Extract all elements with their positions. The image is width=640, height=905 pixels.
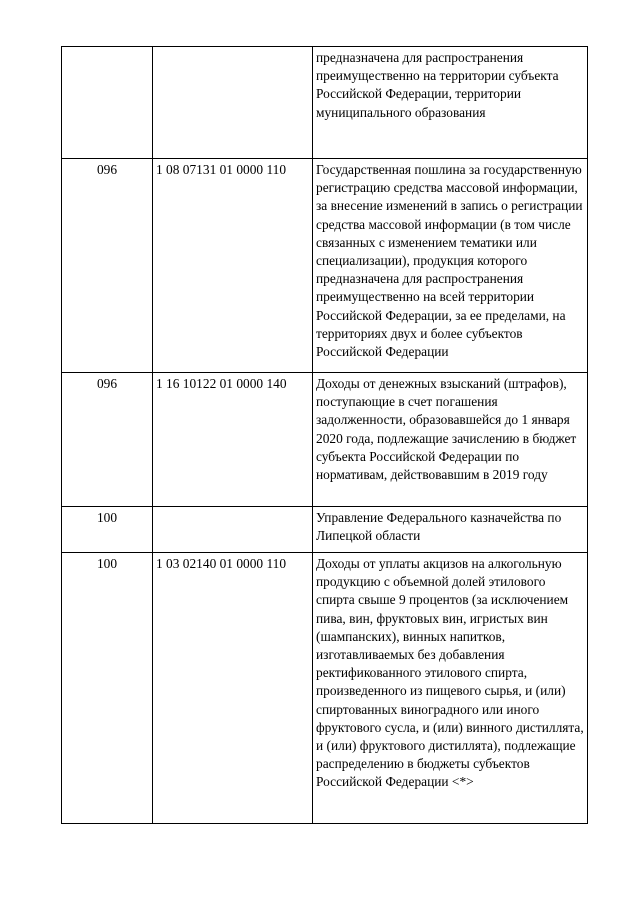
kbk-code-cell: 1 08 07131 01 0000 110 (153, 159, 313, 373)
description-cell: Доходы от денежных взысканий (штрафов), поступающие в счет погашения задолженности, образовавшейся до 1 января 2020 года, подлежащие зачислению в бюджет субъекта Российской Федерации по нормативам, действовавшим в 2019 году (313, 373, 588, 507)
admin-code-cell: 096 (62, 373, 153, 507)
description-cell: Государственная пошлина за государственную регистрацию средства массовой информации, за внесение изменений в запись о регистрации средства массовой информации (в том числе связанных с изменением тематики или специализации), продукция которого предназначена для распространения преимущественно на всей территории Российской Федерации, за ее пределами, на территориях двух и более субъектов Российской Федерации (313, 159, 588, 373)
kbk-code-cell: 1 16 10122 01 0000 140 (153, 373, 313, 507)
description-cell: Управление Федерального казначейства по Липецкой области (313, 507, 588, 553)
description-cell: Доходы от уплаты акцизов на алкогольную продукцию с объемной долей этилового спирта свыше 9 процентов (за исключением пива, вин, фруктовых вин, игристых вин (шампанских), винных напитков, изготавливаемых без добавления ректификованного этилового спирта, произведенного из пищевого сырья, и (или) спиртованных виноградного или иного фруктового сусла, и (или) винного дистиллята, и (или) фруктового дистиллята), подлежащие распределению в бюджеты субъектов Российской Федерации <*> (313, 553, 588, 824)
table-row (62, 553, 588, 824)
admin-code-cell: 096 (62, 159, 153, 373)
description-cell: предназначена для распространения преимущественно на территории субъекта Российской Федерации, территории муниципального образования (313, 47, 588, 159)
admin-code-cell: 100 (62, 507, 153, 553)
table-row (62, 159, 588, 373)
admin-code-cell (62, 47, 153, 159)
kbk-code-cell (153, 47, 313, 159)
table-row (62, 47, 588, 159)
table-row (62, 507, 588, 553)
kbk-code-cell: 1 03 02140 01 0000 110 (153, 553, 313, 824)
admin-code-cell: 100 (62, 553, 153, 824)
revenue-codes-table (61, 46, 588, 824)
table-row (62, 373, 588, 507)
kbk-code-cell (153, 507, 313, 553)
